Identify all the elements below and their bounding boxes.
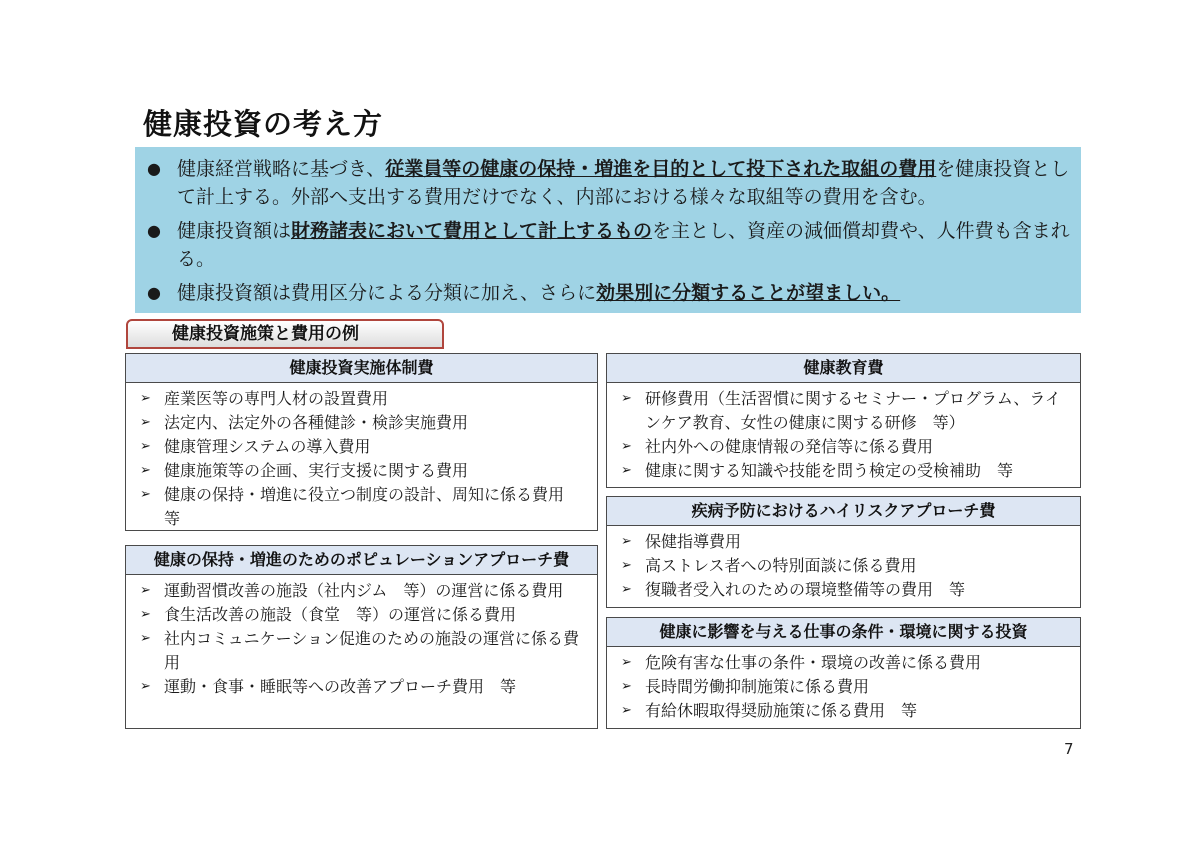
arrow-bullet-icon: ➢ [621,679,632,694]
bullet-dot-icon: ● [147,283,161,302]
arrow-bullet-icon: ➢ [140,487,151,502]
list-item: ➢ 危険有害な仕事の条件・環境の改善に係る費用 [621,651,1070,675]
list-item: ➢ 運動・食事・睡眠等への改善アプローチ費用 等 [140,675,587,699]
bullet-dot-icon: ● [147,221,161,240]
box-heading: 疾病予防におけるハイリスクアプローチ費 [607,497,1080,526]
list-item: ➢ 復職者受入れのための環境整備等の費用 等 [621,578,1070,602]
arrow-bullet-icon: ➢ [621,558,632,573]
intro-text: 健康投資額は費用区分による分類に加え、さらに効果別に分類することが望ましい。 [177,282,901,304]
list-item: ➢ 社内外への健康情報の発信等に係る費用 [621,435,1070,459]
list-item: ➢ 有給休暇取得奨励施策に係る費用 等 [621,699,1070,723]
list-item: ➢ 研修費用（生活習慣に関するセミナー・プログラム、ラインケア教育、女性の健康に関する研修 等） [621,387,1070,435]
list-item: ➢ 産業医等の専門人材の設置費用 [140,387,587,411]
list-item: ➢ 健康管理システムの導入費用 [140,435,587,459]
box-heading: 健康に影響を与える仕事の条件・環境に関する投資 [607,618,1080,647]
arrow-bullet-icon: ➢ [621,439,632,454]
cost-box-high-risk-approach [606,496,1081,608]
arrow-bullet-icon: ➢ [140,607,151,622]
intro-panel [135,147,1081,313]
list-item: ➢ 高ストレス者への特別面談に係る費用 [621,554,1070,578]
list-item: ➢ 保健指導費用 [621,530,1070,554]
arrow-bullet-icon: ➢ [621,655,632,670]
list-item: ➢ 運動習慣改善の施設（社内ジム 等）の運営に係る費用 [140,579,587,603]
intro-text: 健康投資額は財務諸表において費用として計上するものを主とし、資産の減価償却費や、人件費も含まれる。 [177,220,1070,270]
arrow-bullet-icon: ➢ [621,582,632,597]
arrow-bullet-icon: ➢ [140,415,151,430]
arrow-bullet-icon: ➢ [140,631,151,646]
arrow-bullet-icon: ➢ [621,703,632,718]
page-number: 7 [1064,740,1074,758]
list-item: ➢ 法定内、法定外の各種健診・検診実施費用 [140,411,587,435]
intro-item [147,155,1071,211]
intro-text: 健康経営戦略に基づき、従業員等の健康の保持・増進を目的として投下された取組の費用を健康投資として計上する。外部へ支出する費用だけでなく、内部における様々な取組等の費用を含む。 [177,158,1070,208]
intro-item [147,217,1071,273]
section-tab: 健康投資施策と費用の例 [126,319,444,349]
list-item: ➢ 健康施策等の企画、実行支援に関する費用 [140,459,587,483]
bullet-dot-icon: ● [147,159,161,178]
list-item: ➢ 健康の保持・増進に役立つ制度の設計、周知に係る費用 等 [140,483,587,531]
cost-box-education [606,353,1081,488]
cost-box-population-approach [125,545,598,729]
list-item: ➢ 長時間労働抑制施策に係る費用 [621,675,1070,699]
arrow-bullet-icon: ➢ [140,583,151,598]
box-heading: 健康の保持・増進のためのポピュレーションアプローチ費 [126,546,597,575]
arrow-bullet-icon: ➢ [140,463,151,478]
box-heading: 健康投資実施体制費 [126,354,597,383]
list-item: ➢ 健康に関する知識や技能を問う検定の受検補助 等 [621,459,1070,483]
arrow-bullet-icon: ➢ [621,534,632,549]
intro-item [147,279,1071,307]
page-title: 健康投資の考え方 [143,107,384,141]
list-item: ➢ 社内コミュニケーション促進のための施設の運営に係る費用 [140,627,587,675]
arrow-bullet-icon: ➢ [140,391,151,406]
box-heading: 健康教育費 [607,354,1080,383]
arrow-bullet-icon: ➢ [621,391,632,406]
arrow-bullet-icon: ➢ [621,463,632,478]
cost-box-implementation [125,353,598,531]
arrow-bullet-icon: ➢ [140,439,151,454]
arrow-bullet-icon: ➢ [140,679,151,694]
cost-box-work-environment [606,617,1081,729]
list-item: ➢ 食生活改善の施設（食堂 等）の運営に係る費用 [140,603,587,627]
